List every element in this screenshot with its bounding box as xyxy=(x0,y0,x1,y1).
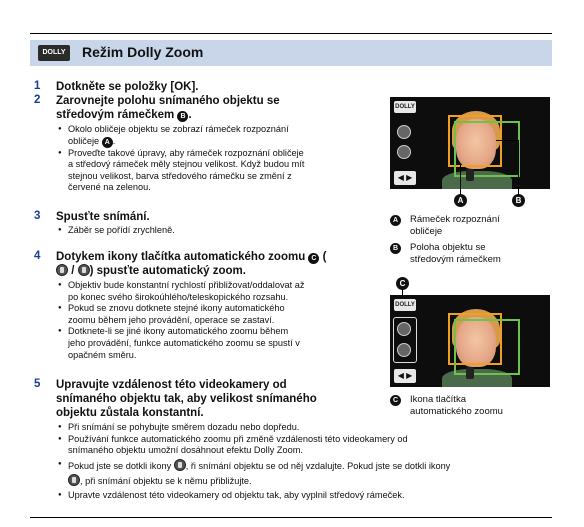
callout-a: A xyxy=(454,194,467,207)
list-item: ● Dotknete-li se jiné ikony automatického zoomu během jeho provádění, funkce automatického zoomu se spustí v opačném směru. xyxy=(58,326,378,361)
list-item: ● Upravte vzdálenost této videokamery od objektu tak, aby vyplnil středový rámeček. xyxy=(58,490,558,502)
step-5-title-line1: Upravujte vzdálenost této videokamery od xyxy=(56,379,287,391)
legend-a: A Rámeček rozpoznání obličeje xyxy=(390,214,560,238)
section-header xyxy=(30,40,552,66)
camera-screen-1 xyxy=(390,97,550,189)
list-item: ● Při snímání se pohybujte směrem dozadu nebo dopředu. xyxy=(58,422,558,434)
zoom-in-auto-icon xyxy=(68,474,80,486)
list-item: ● Pokud jste se dotkli ikony , ři snímání objektu se od něj vzdalujte. Pokud jste se dotkli ikony , při snímání objektu se k němu přibližujte. xyxy=(58,459,558,488)
callout-badge-c: C xyxy=(308,253,319,264)
list-item: ● Proveďte takové úpravy, aby rámeček rozpoznání obličeje a středový rámeček měly stejnou velikost. Když budou mít stejnou velikost, barva středového rámečku se změní z červené na zelenou. xyxy=(58,148,378,194)
microphone-icon xyxy=(466,367,474,379)
zoom-out-auto-icon xyxy=(56,264,68,276)
dolly-zoom-mode-icon: DOLLY xyxy=(38,45,70,61)
callout-c: C xyxy=(396,277,409,290)
section-title: Režim Dolly Zoom xyxy=(82,44,204,60)
zoom-out-auto-icon xyxy=(174,459,186,471)
zoom-in-auto-icon[interactable] xyxy=(397,343,411,357)
top-rule xyxy=(30,33,552,34)
zoom-out-auto-icon[interactable] xyxy=(397,322,411,336)
step-5-number: 5 xyxy=(34,378,41,390)
list-item: ● Záběr se pořídí zrychleně. xyxy=(58,225,378,237)
list-item: ● Objektiv bude konstantní rychlostí přibližovat/oddalovat až po konec svého širokoúhlého/teleskopického rozsahu. xyxy=(58,280,378,303)
list-item: ● Pokud se znovu dotknete stejné ikony automatického zoomu během jeho provádění, operace se zastaví. xyxy=(58,303,378,326)
callout-badge-a: A xyxy=(102,137,113,148)
step-4-title-line2: / ) spusťte automatický zoom. xyxy=(56,264,386,278)
microphone-icon xyxy=(466,169,474,181)
center-frame xyxy=(454,121,520,177)
step-1-number: 1 xyxy=(34,80,41,92)
step-4-number: 4 xyxy=(34,250,41,262)
nav-arrows-icon: ◀ ▶ xyxy=(394,369,416,383)
step-3-number: 3 xyxy=(34,210,41,222)
callout-b: B xyxy=(512,194,525,207)
zoom-in-auto-icon xyxy=(397,145,411,159)
step-3-bullets xyxy=(58,225,378,237)
step-5-title-line2: snímaného objektu tak, aby velikost snímaného xyxy=(56,393,317,405)
camera-screen-2 xyxy=(390,295,550,387)
step-5-title-line3: objektu zůstala konstantní. xyxy=(56,407,204,419)
step-2-bullets xyxy=(58,124,378,194)
step-2-title-line2-text: středovým rámečkem xyxy=(56,109,175,121)
callout-badge-b: B xyxy=(177,111,188,122)
zoom-in-auto-icon xyxy=(78,264,90,276)
legend-c: C Ikona tlačítka automatického zoomu xyxy=(390,394,560,418)
step-2-number: 2 xyxy=(34,94,41,106)
list-item: ● Používání funkce automatického zoomu při změně vzdálenosti této videokamery od snímaného objektu umožní dosáhnout efektu Dolly Zoom. xyxy=(58,434,558,457)
step-2-title-line1: Zarovnejte polohu snímaného objektu se xyxy=(56,95,280,107)
list-item: ● Okolo obličeje objektu se zobrazí rámeček rozpoznání obličeje A . xyxy=(58,124,378,148)
dolly-menu-icon: DOLLY xyxy=(394,101,416,113)
nav-arrows-icon: ◀ ▶ xyxy=(394,171,416,185)
step-5-bullets xyxy=(58,422,558,502)
step-3-title: Spusťte snímání. xyxy=(56,211,150,223)
center-frame xyxy=(454,319,520,375)
dolly-menu-icon: DOLLY xyxy=(394,299,416,311)
step-4-title-line1: Dotykem ikony tlačítka automatického zoomu C ( xyxy=(56,251,327,263)
legend-b: B Poloha objektu se středovým rámečkem xyxy=(390,242,560,266)
bottom-rule xyxy=(30,517,552,518)
step-2-title-line2: středovým rámečkem B . xyxy=(56,109,192,121)
step-4-bullets xyxy=(58,280,378,361)
zoom-out-auto-icon xyxy=(397,125,411,139)
step-1-title: Dotkněte se položky [OK]. xyxy=(56,81,199,93)
